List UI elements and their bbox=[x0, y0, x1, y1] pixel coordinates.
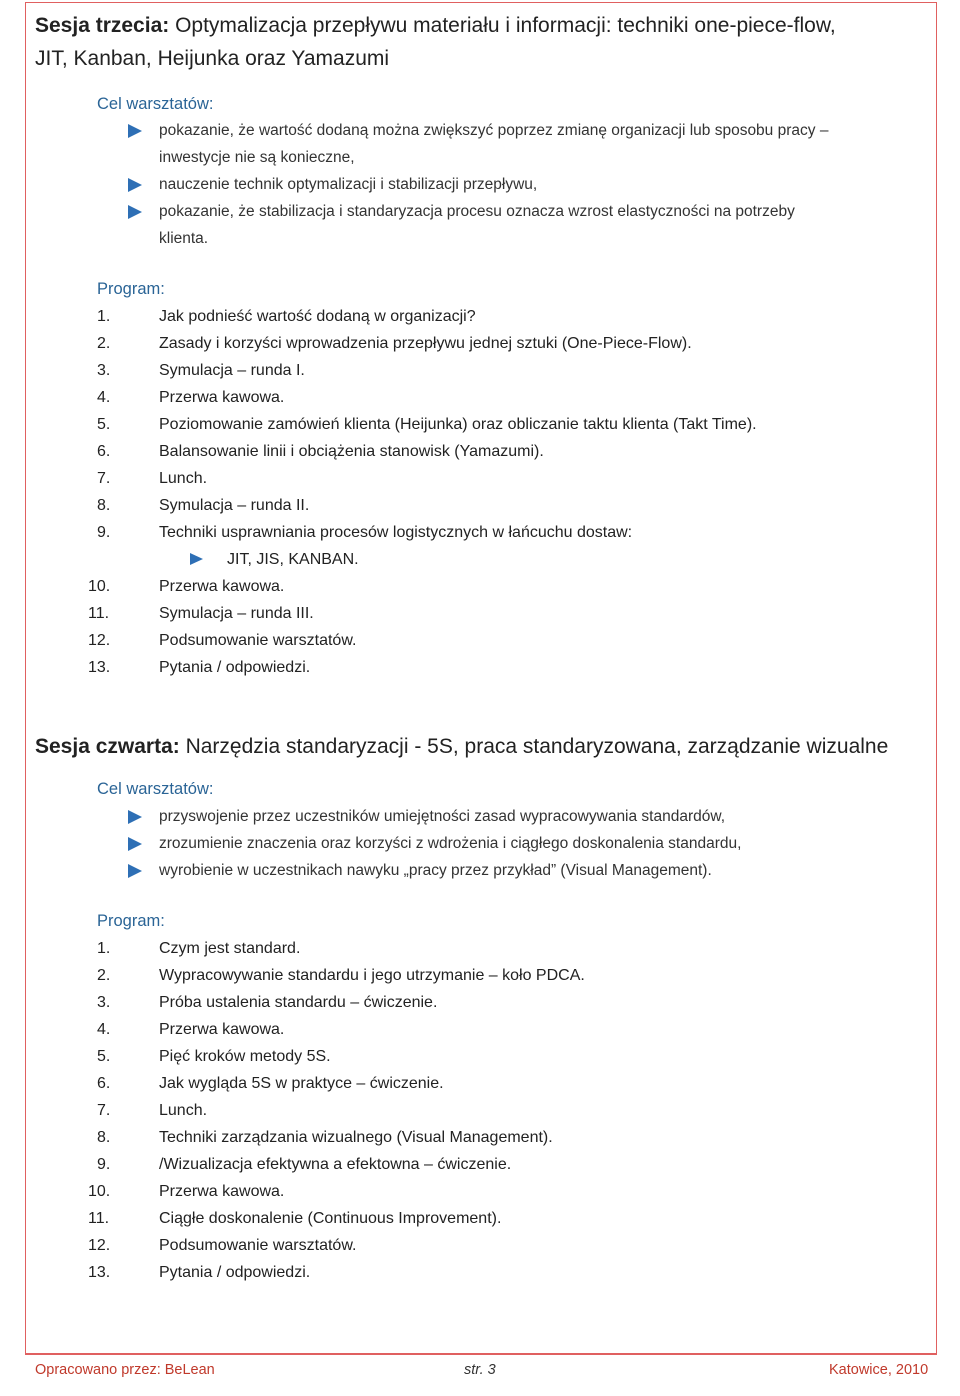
session4-program-item: 7. Lunch. bbox=[97, 1102, 208, 1119]
session4-title-rest: Narzędzia standaryzacji - 5S, praca standaryzowana, zarządzanie wizualne bbox=[179, 735, 889, 758]
bullet-arrow-icon bbox=[128, 864, 142, 878]
footer-author: Opracowano przez: BeLean bbox=[35, 1362, 215, 1378]
footer-place-date: Katowice, 2010 bbox=[829, 1362, 929, 1378]
session3-program-item: 6. Balansowanie linii i obciążenia stanowisk (Yamazumi). bbox=[97, 443, 544, 460]
session3-program-item: 4. Przerwa kawowa. bbox=[97, 389, 285, 406]
bullet-arrow-icon bbox=[128, 810, 142, 824]
session4-program-item: 8. Techniki zarządzania wizualnego (Visual Management). bbox=[97, 1129, 553, 1146]
session3-program-item: 10. Przerwa kawowa. bbox=[88, 578, 285, 595]
session3-program-item: 1. Jak podnieść wartość dodaną w organizacji? bbox=[97, 308, 476, 325]
session3-program-item: 5. Poziomowanie zamówień klienta (Heijunka) oraz obliczanie taktu klienta (Takt Time). bbox=[97, 416, 757, 433]
session3-program-item: 3. Symulacja – runda I. bbox=[97, 362, 305, 379]
session4-program-item: 11. Ciągłe doskonalenie (Continuous Improvement). bbox=[88, 1210, 502, 1227]
session3-program-label: Program: bbox=[97, 280, 165, 298]
document-page: Sesja trzecia: Optymalizacja przepływu materiału i informacji: techniki one-piece-flow, JIT, Kanban, Heijunka oraz Yamazumi Cel warsztatów: pokazanie, że wartość dodaną można zwiększyć poprzez zmianę organizacji lub sposobu pracy – inwestycje nie są konieczne, nauczenie technik optymalizacji i stabilizacji przepływu, pokazanie, że stabilizacja i standaryzacja procesu oznacza wzrost elastyczności na potrzeby klienta. Program: 1. Jak podnieść wartość dodaną w organizacji? 2. Zasady i korzyści wprowadzenia przepływu jednej sztuki (One-Piece-Flow). 3. Symulacja – runda I. 4. Przerwa kawowa. 5. Poziomowanie zamówień klienta (Heijunka) oraz obliczanie taktu klienta (Takt Time). 6. Balansowanie linii i obciążenia stanowisk (Yamazumi). 7. Lunch. 8. Symulacja – runda II. 9. Techniki usprawniania procesów logistycznych w łańcuchu dostaw: JIT, JIS, KANBAN. 10. Przerwa kawowa. 11. Symulacja – runda III. 12. Podsumowanie warsztatów. 13. Pytania / odpowiedzi. Sesja czwarta: Narzędzia standaryzacji - 5S, praca standaryzowana, zarządzanie wizualne Cel warsztatów: przyswojenie przez uczestników umiejętności zasad wypracowywania standardów, zrozumienie znaczenia oraz korzyści z wdrożenia i ciągłego doskonalenia standardu, wyrobienie w uczestnikach nawyku „pracy przez przykład” (Visual Management). Program: 1. Czym jest standard. 2. Wypracowywanie standardu i jego utrzymanie – koło PDCA. 3. Próba ustalenia standardu – ćwiczenie. 4. Przerwa kawowa. 5. Pięć kroków metody 5S. 6. Jak wygląda 5S w praktyce – ćwiczenie. 7. Lunch. 8. Techniki zarządzania wizualnego (Visual Management). 9. /Wizualizacja efektywna a efektowna – ćwiczenie. 10. Przerwa kawowa. 11. Ciągłe doskonalenie (Continuous Improvement). 12. Podsumowanie warsztatów. 13. Pytania / odpowiedzi. Opracowano przez: BeLean str. 3 Katowice, 2010 bbox=[0, 0, 960, 1396]
session4-program-item: 6. Jak wygląda 5S w praktyce – ćwiczenie. bbox=[97, 1075, 444, 1092]
session4-title-lead: Sesja czwarta: bbox=[35, 735, 180, 758]
session4-goal-label: Cel warsztatów: bbox=[97, 780, 214, 798]
session4-program-item: 9. /Wizualizacja efektywna a efektowna – ćwiczenie. bbox=[97, 1156, 512, 1173]
bullet-arrow-icon bbox=[128, 205, 142, 219]
session4-program-label: Program: bbox=[97, 912, 165, 930]
bullet-arrow-icon bbox=[190, 553, 203, 565]
session4-program-item: 10. Przerwa kawowa. bbox=[88, 1183, 285, 1200]
session3-program-item: 13. Pytania / odpowiedzi. bbox=[88, 659, 311, 676]
session3-program-item: 2. Zasady i korzyści wprowadzenia przepływu jednej sztuki (One-Piece-Flow). bbox=[97, 335, 692, 352]
session4-program-item: 3. Próba ustalenia standardu – ćwiczenie. bbox=[97, 994, 438, 1011]
session3-title-rest: Optymalizacja przepływu materiału i informacji: techniki one-piece-flow, bbox=[169, 14, 836, 37]
bullet-arrow-icon bbox=[128, 124, 142, 138]
session3-title-line2: JIT, Kanban, Heijunka oraz Yamazumi bbox=[35, 47, 390, 70]
session3-program-item: 7. Lunch. bbox=[97, 470, 208, 487]
session4-title bbox=[35, 731, 888, 763]
session4-program-item: 5. Pięć kroków metody 5S. bbox=[97, 1048, 331, 1065]
session3-goal-label: Cel warsztatów: bbox=[97, 95, 214, 113]
session4-program-item: 1. Czym jest standard. bbox=[97, 940, 301, 957]
session3-program-item: 12. Podsumowanie warsztatów. bbox=[88, 632, 357, 649]
session3-title-lead: Sesja trzecia: bbox=[35, 14, 170, 37]
footer-page-number: str. 3 bbox=[464, 1362, 496, 1378]
session3-program-item: 9. Techniki usprawniania procesów logistycznych w łańcuchu dostaw: bbox=[97, 524, 633, 541]
bullet-arrow-icon bbox=[128, 178, 142, 192]
session3-title bbox=[35, 10, 836, 42]
session4-program-item: 4. Przerwa kawowa. bbox=[97, 1021, 285, 1038]
session4-program-item: 12. Podsumowanie warsztatów. bbox=[88, 1237, 357, 1254]
session4-program-item: 13. Pytania / odpowiedzi. bbox=[88, 1264, 311, 1281]
footer-divider bbox=[25, 1354, 937, 1355]
session3-program-item: 11. Symulacja – runda III. bbox=[88, 605, 314, 622]
session3-program-item: 8. Symulacja – runda II. bbox=[97, 497, 310, 514]
session4-program-item: 2. Wypracowywanie standardu i jego utrzymanie – koło PDCA. bbox=[97, 967, 585, 984]
bullet-arrow-icon bbox=[128, 837, 142, 851]
